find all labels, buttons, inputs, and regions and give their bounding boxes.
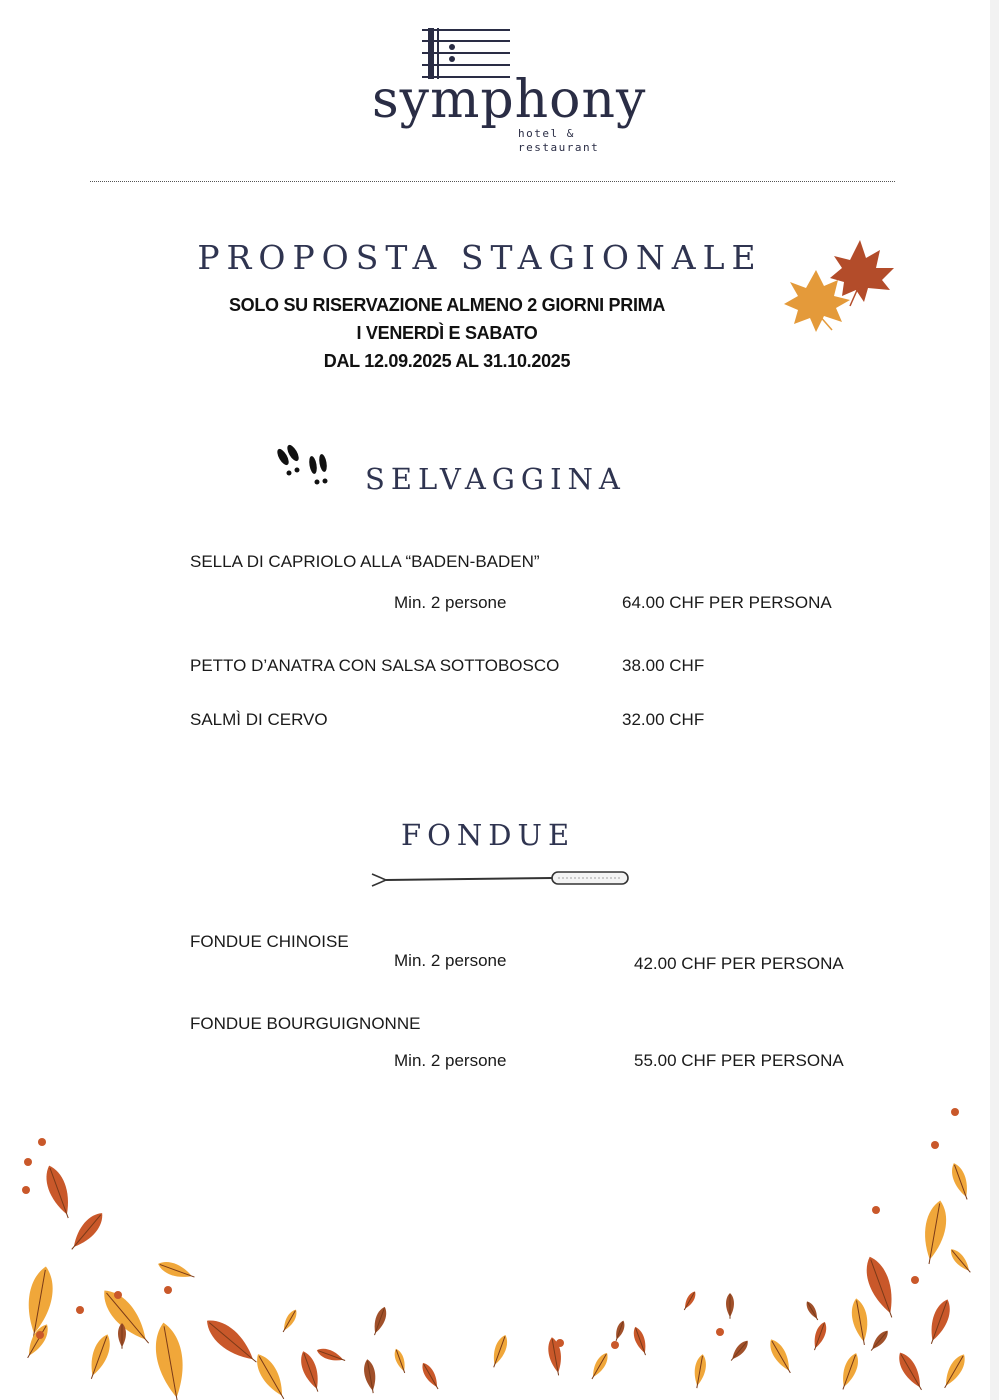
leaf-icon — [849, 1297, 872, 1346]
fondue-fork-icon — [370, 868, 630, 892]
leaf-icon — [837, 1351, 861, 1391]
leaf-icon — [868, 1328, 891, 1353]
leaf-icon — [810, 1320, 829, 1351]
leaf-icon — [66, 1208, 108, 1254]
berry-icon — [951, 1108, 959, 1116]
leaf-icon — [631, 1325, 650, 1356]
leaf-icon — [85, 1332, 115, 1381]
berry-icon — [24, 1158, 32, 1166]
leaf-icon — [692, 1353, 708, 1389]
leaf-icon — [362, 1358, 378, 1394]
section-title-fondue: FONDUE — [401, 818, 576, 852]
leaf-icon — [251, 1350, 291, 1400]
leaf-icon — [726, 1293, 734, 1319]
menu-item-price: 64.00 CHF PER PERSONA — [622, 593, 832, 612]
subtitle-dates: DAL 12.09.2025 AL 31.10.2025 — [323, 351, 571, 371]
menu-item-name: SELLA DI CAPRIOLO ALLA “BADEN-BADEN” — [190, 552, 540, 571]
leaf-icon — [41, 1163, 76, 1221]
menu-item-name: FONDUE CHINOISE — [190, 932, 349, 951]
autumn-leaves-border — [0, 1100, 990, 1400]
brand-tagline-1: hotel & — [518, 127, 575, 140]
leaf-icon — [392, 1347, 408, 1374]
leaf-icon — [151, 1320, 190, 1400]
menu-item-note: Min. 2 persone — [394, 593, 507, 612]
menu-item-price: 32.00 CHF — [622, 710, 705, 729]
berry-icon — [114, 1291, 122, 1299]
menu-item-price: 42.00 CHF PER PERSONA — [634, 954, 844, 973]
leaf-icon — [280, 1308, 300, 1334]
leaf-icon — [925, 1297, 955, 1346]
leaf-icon — [419, 1361, 442, 1392]
menu-item-note: Min. 2 persone — [394, 1051, 507, 1070]
maple-leaves-icon — [780, 238, 900, 334]
menu-item-price: 55.00 CHF PER PERSONA — [634, 1051, 844, 1070]
hoof-prints-icon — [273, 445, 335, 491]
leaf-icon — [588, 1351, 611, 1382]
leaf-icon — [370, 1305, 389, 1336]
menu-item-note: Min. 2 persone — [394, 951, 507, 970]
leaf-icon — [489, 1333, 511, 1369]
menu-item-name: PETTO D’ANATRA CON SALSA SOTTOBOSCO — [190, 656, 560, 675]
berry-icon — [716, 1328, 724, 1336]
leaf-icon — [766, 1336, 796, 1375]
menu-item-name: SALMÌ DI CERVO — [190, 710, 328, 729]
berry-icon — [36, 1331, 44, 1339]
section-title-selvaggina: SELVAGGINA — [365, 462, 626, 496]
leaf-icon — [948, 1161, 972, 1201]
page-title: PROPOSTA STAGIONALE — [197, 238, 763, 277]
leaf-icon — [804, 1300, 820, 1322]
subtitle-reservation: SOLO SU RISERVAZIONE ALMENO 2 GIORNI PRIMA — [228, 295, 666, 315]
page-edge — [990, 0, 999, 1400]
brand-name: symphony — [372, 70, 647, 130]
berry-icon — [872, 1206, 880, 1214]
leaf-icon — [315, 1346, 346, 1365]
berry-icon — [931, 1141, 939, 1149]
separator-line — [90, 181, 895, 182]
leaf-icon — [201, 1313, 263, 1370]
berry-icon — [556, 1339, 564, 1347]
subtitle-days: I VENERDÌ E SABATO — [356, 323, 538, 343]
leaf-icon — [919, 1199, 950, 1266]
menu-item-price: 38.00 CHF — [622, 656, 705, 675]
leaf-icon — [156, 1258, 196, 1282]
leaf-icon — [939, 1351, 969, 1390]
brand-tagline-2: restaurant — [518, 141, 600, 154]
leaf-icon — [681, 1290, 697, 1312]
berry-icon — [22, 1186, 30, 1194]
leaf-icon — [894, 1349, 927, 1393]
berry-icon — [911, 1276, 919, 1284]
leaf-icon — [297, 1349, 324, 1394]
leaf-icon — [860, 1253, 901, 1320]
berry-icon — [164, 1286, 172, 1294]
berry-icon — [76, 1306, 84, 1314]
leaf-icon — [728, 1338, 751, 1363]
leaf-icon — [613, 1319, 627, 1341]
leaf-icon — [947, 1246, 973, 1275]
berry-icon — [611, 1341, 619, 1349]
berry-icon — [38, 1138, 46, 1146]
menu-item-name: FONDUE BOURGUIGNONNE — [190, 1014, 421, 1033]
